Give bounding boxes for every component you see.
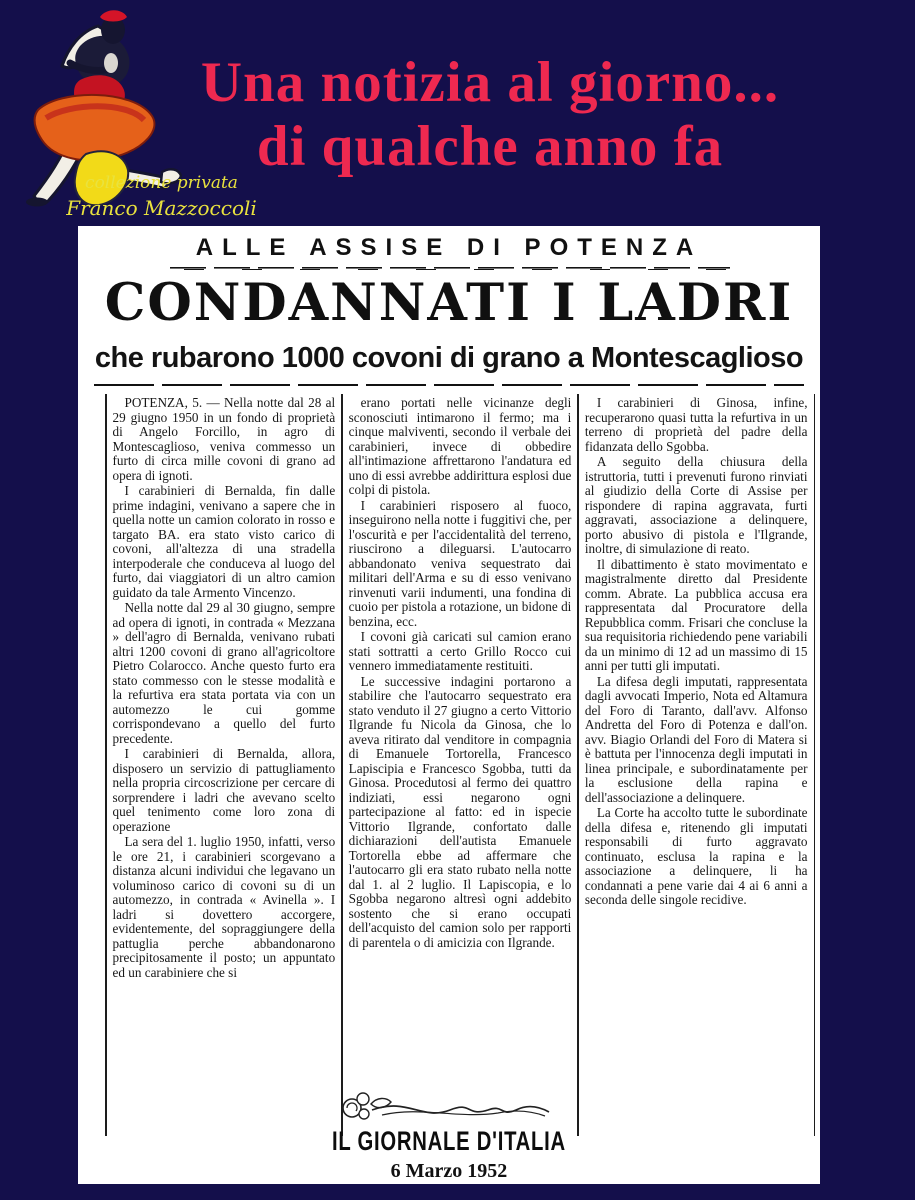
article-paragraph: POTENZA, 5. — Nella notte dal 28 al 29 giugno 1950 in un fondo di proprietà di Angelo Forcillo, in agro di Montescaglioso, veniva commesso un furto di circa mille covoni di grano ad opera di ignoti. bbox=[112, 395, 336, 483]
article-paragraph: La Corte ha accolto tutte le subordinate della difesa e, ritenendo gli imputati responsabili di furto aggravato continuato, esclusa la rapina e la associazione a delinquere, li ha condannati a pene varie dai 4 ai 6 anni a seconda delle singole recidive. bbox=[584, 805, 808, 907]
article-columns bbox=[105, 394, 815, 1136]
subheadline-rule bbox=[94, 384, 804, 387]
article-paragraph: I carabinieri di Ginosa, infine, recuperarono quasi tutta la refurtiva in un terreno di proprietà del padre della fidanzata dello Sgobba. bbox=[584, 395, 808, 454]
article-paragraph: erano portati nelle vicinanze degli sconosciuti intimarono il fermo; ma i cinque malviventi, secondo il verbale dei carabinieri, invece di obbedire all'intimazione affrettarono l'andatura ed uno di essi avrebbe addirittura esplosi due colpi di pistola. bbox=[348, 395, 572, 497]
article-subheadline: che rubarono 1000 covoni di grano a Montescaglioso bbox=[94, 342, 804, 374]
article-paragraph: La difesa degli imputati, rappresentata dagli avvocati Imperio, Nota ed Altamura del Foro di Taranto, dall'avv. Alfonso Andretta del Foro di Potenza e dall'on. avv. Biagio Orlandi del Foro di Matera si è battuta per l'innocenza degli imputati in linea principale, e subordinatamente per la esclusione della rapina e dell'associazione a delinquere. bbox=[584, 673, 808, 805]
article-paragraph: Le successive indagini portarono a stabilire che l'autocarro sequestrato era stato venduto il 27 giugno a certo Vittorio Ilgrande fu Nicola da Ginosa, che lo aveva ritirato dal venditore in compagnia di Emanuele Tortorella, Francesco Lapiscipia e Francesco Sgobba, tutti da Ginosa. Procedutosi al fermo dei quattro indiziati, essi negarono ogni partecipazione al fatto: ed in ispecie Vittorio Ilgrande, confortato dalle dichiarazioni dell'autista Emanuele Tortorella ebbe ad affermare che l'autocarro gli era stato rubato nella notte dal 1. al 2 luglio. Il Lapiscopia, e lo Sgobba negarono altresì ogni addebito sostento che si erano occupati dell'acquisto del camion solo per rapporti di parentela o di amicizia con Ilgrande. bbox=[348, 673, 572, 950]
collection-line-1: collezione privata bbox=[85, 173, 238, 193]
article-paragraph: La sera del 1. luglio 1950, infatti, verso le ore 21, i carabinieri scorgevano a distanza alcuni individui che legavano un voluminoso carico di covoni su di un automezzo, in contrada « Avinella ». I ladri si dovettero accorgere, evidentemente, del sopraggiungere della pattuglia perche abbandonarono precipitosamente il posto; un appuntato ed un carabiniere che si bbox=[112, 834, 336, 980]
article-paragraph: A seguito della chiusura della istruttoria, tutti i prevenuti furono rinviati al giudizio della Corte di Assise per rispondere di rapina aggravata, furti aggravati, associazione a delinquere, porto abusivo di pistola e l'Ilgrande, inoltre, di simulazione di reato. bbox=[584, 454, 808, 556]
article-paragraph: I carabinieri risposero al fuoco, inseguirono nella notte i fuggitivi che, per l'oscurità e per l'accidentalità del terreno, riuscirono a dileguarsi. L'autocarro abbandonato veniva sequestrato dai militari dell'Arma e su di esso venivano rinvenuti varii indumenti, una fondina di cuoio per pistola a rotazione, un bidone di benzina, ecc. bbox=[348, 497, 572, 629]
article-column-1 bbox=[107, 394, 342, 1136]
title-line-2: di qualche anno fa bbox=[256, 115, 724, 178]
article-paragraph: I carabinieri di Bernalda, fin dalle prime indagini, venivano a sapere che in quella notte un camion colorato in rosso e targato BA. era stato visto carico di covoni, all'altezza di una stradella interpoderale che conduceva al luogo del furto, dai viaggiatori di un altro camion guidato da tale Armento Vincenzo. bbox=[112, 483, 336, 600]
article-paragraph: I carabinieri di Bernalda, allora, disposero un servizio di pattugliamento nella propria circoscrizione per cercare di sorprendere i ladri che avevano scelto quel tenimento come loro zona di operazione bbox=[112, 746, 336, 834]
article-paragraph: Nella notte dal 29 al 30 giugno, sempre ad opera di ignoti, in contrada « Mezzana » dell'agro di Bernalda, venivano rubati altri 1200 covoni di grano all'agricoltore Pietro Colarocco. Anche questo furto era stato commesso con le stesse modalità e la refurtiva era stata portata via con un automezzo le cui gomme corrispondevano a quello del furto precedente. bbox=[112, 600, 336, 746]
publication-date: 6 Marzo 1952 bbox=[390, 1160, 508, 1182]
collection-line-2: Franco Mazzoccoli bbox=[66, 196, 257, 220]
title-line-1: Una notizia al giorno... bbox=[200, 51, 780, 114]
article-column-3 bbox=[579, 394, 814, 1136]
column-rule-right bbox=[814, 394, 816, 1136]
rose-flourish-icon bbox=[336, 1086, 556, 1128]
article-kicker: ALLE ASSISE DI POTENZA bbox=[195, 234, 703, 261]
article-paragraph: Il dibattimento è stato movimentato e magistralmente diretto dal Presidente comm. Abrate. La pubblica accusa era rappresentata dal Procuratore della Repubblica comm. Frisari che concluse la sua requisitoria richiedendo pene variabili da un minimo di 12 ad un massimo di 15 anni per tutti gli imputati. bbox=[584, 556, 808, 673]
page-title bbox=[140, 50, 840, 178]
newspaper-name: IL GIORNALE D'ITALIA bbox=[332, 1126, 566, 1156]
article-paragraph: I covoni già caricati sul camion erano stati sottratti a certo Grillo Rocco cui vennero immediatamente restituiti. bbox=[348, 629, 572, 673]
article-column-2 bbox=[343, 394, 578, 1136]
kicker-underline bbox=[170, 267, 730, 270]
collection-credit bbox=[14, 172, 309, 221]
newspaper-clipping bbox=[78, 226, 820, 1184]
article-headline: CONDANNATI I LADRI bbox=[104, 273, 794, 333]
